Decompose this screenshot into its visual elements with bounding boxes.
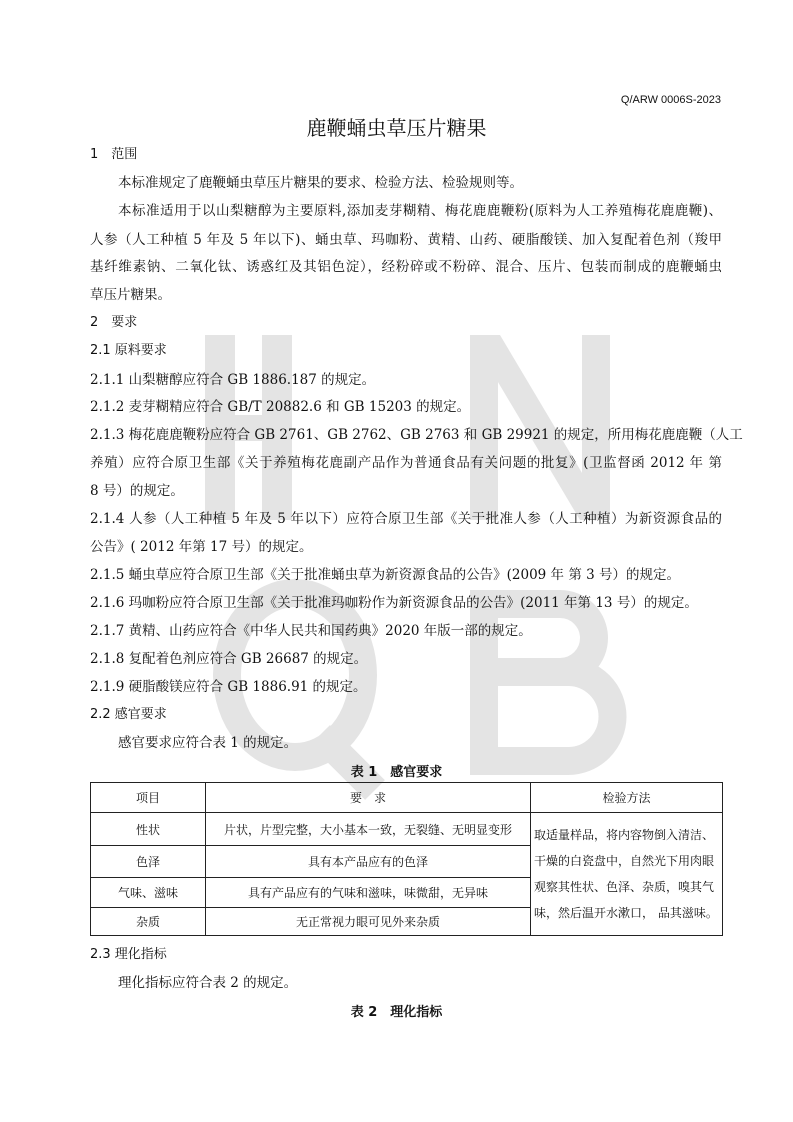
clause: 2.1.9 硬脂酸镁应符合 GB 1886.91 的规定。	[90, 679, 367, 695]
clause-line: 8 号）的规定。	[90, 483, 184, 499]
paragraph-line: 基纤维素钠、二氧化钛、诱惑红及其铝色淀），经粉碎或不粉碎、混合、压片、包装而制成的鹿鞭蛹虫	[90, 259, 722, 275]
item-cell: 杂质	[91, 908, 206, 936]
subsection-heading: 2.3 理化指标	[90, 947, 167, 962]
clause: 2.1.6 玛咖粉应符合原卫生部《关于批准玛咖粉作为新资源食品的公告》(2011 年第 13 号）的规定。	[90, 595, 698, 611]
table-header-row	[91, 783, 723, 813]
doc-title: 鹿鞭蛹虫草压片糖果	[306, 116, 487, 140]
clause-line: 养殖）应符合原卫生部《关于养殖梅花鹿副产品作为普通食品有关问题的批复》(卫监督函 2012 年 第	[90, 455, 722, 471]
paragraph: 本标准规定了鹿鞭蛹虫草压片糖果的要求、检验方法、检验规则等。	[118, 175, 523, 191]
method-cell: 取适量样品，将内容物倒入清洁、干燥的白瓷盘中，自然光下用肉眼观察其性状、色泽、杂质，嗅其气味，然后温开水漱口， 品其滋味。	[531, 813, 723, 936]
paragraph-line: 本标准适用于以山梨糖醇为主要原料,添加麦芽糊精、梅花鹿鹿鞭粉(原料为人工养殖梅花鹿鹿鞭)、	[118, 203, 722, 219]
requirement-cell: 无正常视力眼可见外来杂质	[206, 908, 531, 936]
requirement-cell: 具有本产品应有的色泽	[206, 846, 531, 878]
header-cell: 检验方法	[531, 783, 723, 813]
requirement-cell: 片状，片型完整，大小基本一致，无裂缝、无明显变形	[206, 813, 531, 846]
sensory-table	[90, 782, 723, 936]
header-cell: 要 求	[206, 783, 531, 813]
clause: 2.1.8 复配着色剂应符合 GB 26687 的规定。	[90, 651, 368, 667]
paragraph-line: 草压片糖果。	[90, 287, 171, 303]
table-row	[91, 813, 723, 846]
item-cell: 性状	[91, 813, 206, 846]
section-heading: 2 要求	[90, 315, 138, 330]
item-cell: 气味、滋味	[91, 878, 206, 908]
clause: 2.1.1 山梨糖醇应符合 GB 1886.187 的规定。	[90, 372, 376, 388]
clause: 2.1.3 梅花鹿鹿鞭粉应符合 GB 2761、GB 2762、GB 2763 和 GB 29921 的规定，所用梅花鹿鹿鞭（人工	[90, 427, 743, 443]
item-cell: 色泽	[91, 846, 206, 878]
section-heading: 1 范围	[90, 147, 138, 162]
clause: 2.1.7 黄精、山药应符合《中华人民共和国药典》2020 年版一部的规定。	[90, 623, 532, 639]
requirement-cell: 具有产品应有的气味和滋味，味微甜，无异味	[206, 878, 531, 908]
clause: 2.1.4 人参（人工种植 5 年及 5 年以下）应符合原卫生部《关于批准人参（人工种植）为新资源食品的	[90, 511, 722, 527]
clause-line: 公告》( 2012 年第 17 号）的规定。	[90, 539, 313, 555]
clause: 2.1.2 麦芽糊精应符合 GB/T 20882.6 和 GB 15203 的规定。	[90, 399, 471, 415]
paragraph: 理化指标应符合表 2 的规定。	[118, 975, 298, 991]
subsection-heading: 2.2 感官要求	[90, 707, 167, 722]
doc-code: Q/ARW 0006S-2023	[620, 94, 721, 106]
header-cell: 项目	[91, 783, 206, 813]
clause: 2.1.5 蛹虫草应符合原卫生部《关于批准蛹虫草为新资源食品的公告》(2009 年 第 3 号）的规定。	[90, 567, 681, 583]
table-caption: 表 1 感官要求	[350, 765, 443, 780]
table-caption: 表 2 理化指标	[350, 1005, 443, 1020]
subsection-heading: 2.1 原料要求	[90, 343, 167, 358]
paragraph: 感官要求应符合表 1 的规定。	[118, 735, 298, 751]
paragraph-line: 人参（人工种植 5 年及 5 年以下)、蛹虫草、玛咖粉、黄精、山药、硬脂酸镁、加入复配着色剂（羧甲	[90, 232, 722, 248]
